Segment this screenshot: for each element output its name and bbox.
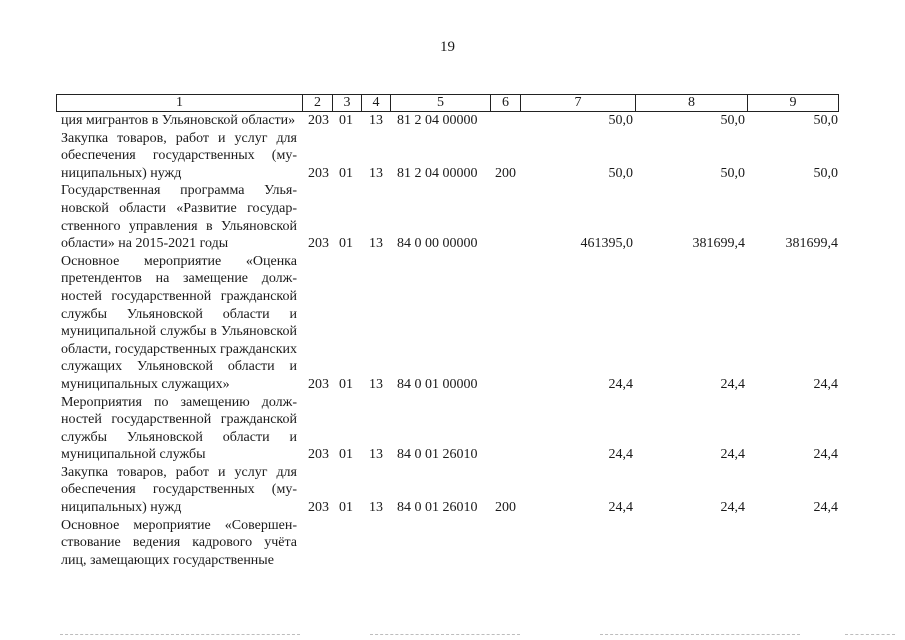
table-row <box>0 112 905 130</box>
scan-artifact-line <box>845 634 895 636</box>
cell-col-6: 200 <box>495 500 516 516</box>
cell-col-9: 24,4 <box>813 447 838 463</box>
cell-col-5: 84 0 01 26010 <box>397 447 478 463</box>
cell-col-3: 01 <box>339 500 353 516</box>
table-row <box>0 130 905 183</box>
cell-col-9: 50,0 <box>813 165 838 181</box>
header-col-6: 6 <box>491 95 521 112</box>
cell-col-3: 01 <box>339 113 353 128</box>
cell-col-5: 84 0 00 00000 <box>397 236 478 252</box>
table-row <box>0 464 905 517</box>
table-row <box>0 182 905 252</box>
cell-col-7: 24,4 <box>608 500 633 516</box>
header-col-4: 4 <box>362 95 391 112</box>
row-description: Государственная программа Ульяновской области «Развитие государственного управления в Ульяновской области» на 2015-2021 годы <box>61 183 297 252</box>
cell-col-2: 203 <box>308 376 329 392</box>
header-col-7: 7 <box>521 95 636 112</box>
cell-col-8: 381699,4 <box>692 236 745 252</box>
table-header <box>56 94 839 112</box>
row-description: Закупка товаров, работ и услуг для обеспечения государственных (муниципальных) нужд <box>61 464 297 516</box>
cell-col-8: 24,4 <box>720 500 745 516</box>
cell-col-5: 84 0 01 00000 <box>397 376 478 392</box>
cell-col-3: 01 <box>339 376 353 392</box>
row-description: Основное мероприятие «Оценка претендентов на замещение должностей государственной гражданской службы Ульяновской области и муниципальной службы в Ульяновской области, государственных гражданских служащих Ульяновской области и муниципальных служащих» <box>61 253 297 392</box>
table-row <box>0 253 905 394</box>
cell-col-8: 24,4 <box>720 447 745 463</box>
cell-col-9: 50,0 <box>813 113 838 128</box>
cell-col-3: 01 <box>339 236 353 252</box>
cell-col-7: 24,4 <box>608 376 633 392</box>
cell-col-2: 203 <box>308 447 329 463</box>
table-row <box>0 517 905 570</box>
cell-col-5: 81 2 04 00000 <box>397 113 478 128</box>
cell-col-5: 84 0 01 26010 <box>397 500 478 516</box>
scan-artifact-line <box>600 634 800 636</box>
row-description: Основное мероприятие «Совершенствование ведения кадрового учёта лиц, замещающих государственные <box>61 517 297 568</box>
header-col-3: 3 <box>333 95 362 112</box>
cell-col-2: 203 <box>308 500 329 516</box>
cell-col-9: 24,4 <box>813 500 838 516</box>
cell-col-9: 381699,4 <box>785 236 838 252</box>
header-col-8: 8 <box>636 95 748 112</box>
cell-col-2: 203 <box>308 236 329 252</box>
cell-col-3: 01 <box>339 165 353 181</box>
cell-col-7: 50,0 <box>608 113 633 128</box>
cell-col-9: 24,4 <box>813 376 838 392</box>
header-col-5: 5 <box>391 95 491 112</box>
cell-col-5: 81 2 04 00000 <box>397 165 478 181</box>
cell-col-4: 13 <box>369 113 383 128</box>
cell-col-7: 24,4 <box>608 447 633 463</box>
cell-col-8: 24,4 <box>720 376 745 392</box>
row-description: Мероприятия по замещению должностей государственной гражданской службы Ульяновской области и муниципальной службы <box>61 394 297 463</box>
cell-col-7: 461395,0 <box>580 236 633 252</box>
cell-col-2: 203 <box>308 165 329 181</box>
cell-col-4: 13 <box>369 165 383 181</box>
cell-col-3: 01 <box>339 447 353 463</box>
header-col-9: 9 <box>748 95 839 112</box>
scan-artifact-line <box>370 634 520 636</box>
table-row <box>0 394 905 464</box>
page-number: 19 <box>440 39 455 55</box>
cell-col-2: 203 <box>308 113 329 128</box>
cell-col-4: 13 <box>369 236 383 252</box>
scan-artifact-line <box>60 634 300 636</box>
cell-col-4: 13 <box>369 376 383 392</box>
cell-col-7: 50,0 <box>608 165 633 181</box>
cell-col-4: 13 <box>369 447 383 463</box>
cell-col-8: 50,0 <box>720 113 745 128</box>
row-description: Закупка товаров, работ и услуг для обеспечения государственных (муниципальных) нужд <box>61 130 297 181</box>
row-description: ция мигрантов в Ульяновской области» <box>61 113 296 128</box>
cell-col-8: 50,0 <box>720 165 745 181</box>
header-col-2: 2 <box>303 95 333 112</box>
cell-col-4: 13 <box>369 500 383 516</box>
cell-col-6: 200 <box>495 165 516 181</box>
table-body <box>0 112 905 569</box>
header-col-1: 1 <box>57 95 303 112</box>
